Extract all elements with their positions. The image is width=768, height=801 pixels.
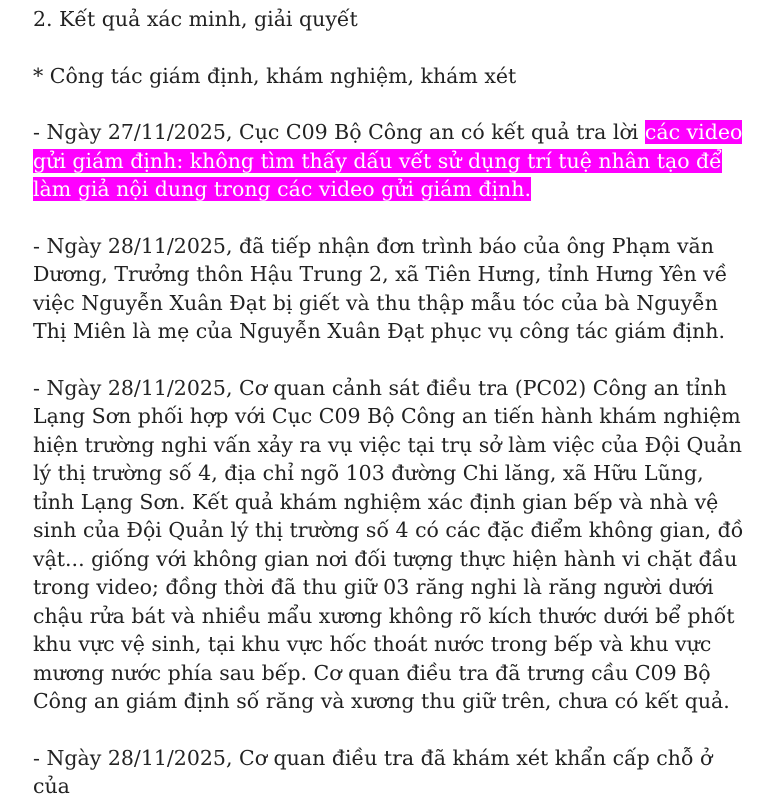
highlighted-text: các video gửi giám định: không tìm thấy dấu vết sử dụng trí tuệ nhân tạo để làm giả nội dung trong các video gửi giám định. [33, 120, 743, 201]
paragraph-scene-examination: - Ngày 28/11/2025, Cơ quan cảnh sát điều tra (PC02) Công an tỉnh Lạng Sơn phối hợp với Cục C09 Bộ Công an tiến hành khám nghiệm hiện trường nghi vấn xảy ra vụ việc tại trụ sở làm việc của Đội Quản lý thị trường số 4, địa chỉ ngõ 103 đường Chi lăng, xã Hữu Lũng, tỉnh Lạng Sơn. Kết quả khám nghiệm xác định gian bếp và nhà vệ sinh của Đội Quản lý thị trường số 4 có các đặc điểm không gian, đồ vật... giống với không gian nơi đối tượng thực hiện hành vi chặt đầu trong video; đồng thời đã thu giữ 03 răng nghi là răng người dưới chậu rửa bát và nhiều mẩu xương không rõ kích thước dưới bể phốt khu vực vệ sinh, tại khu vực hốc thoát nước trong bếp và khu vực mương nước phía sau bếp. Cơ quan điều tra đã trưng cầu C09 Bộ Công an giám định số răng và xương thu giữ trên, chưa có kết quả. [33, 375, 744, 713]
paragraph-c09-result [33, 118, 746, 204]
paragraph-c09-text: - Ngày 27/11/2025, Cục C09 Bộ Công an có kết quả tra lời [33, 120, 645, 144]
paragraph-report-received: - Ngày 28/11/2025, đã tiếp nhận đơn trình báo của ông Phạm văn Dương, Trưởng thôn Hậu Trung 2, xã Tiên Hưng, tỉnh Hưng Yên về việc Nguyễn Xuân Đạt bị giết và thu thập mẫu tóc của bà Nguyễn Thị Miên là mẹ của Nguyễn Xuân Đạt phục vụ công tác giám định. [33, 233, 728, 343]
section-heading: 2. Kết quả xác minh, giải quyết [33, 7, 358, 31]
paragraph-emergency-search: - Ngày 28/11/2025, Cơ quan điều tra đã khám xét khẩn cấp chỗ ở của [33, 745, 713, 798]
section-subheading: * Công tác giám định, khám nghiệm, khám xét [33, 63, 517, 88]
